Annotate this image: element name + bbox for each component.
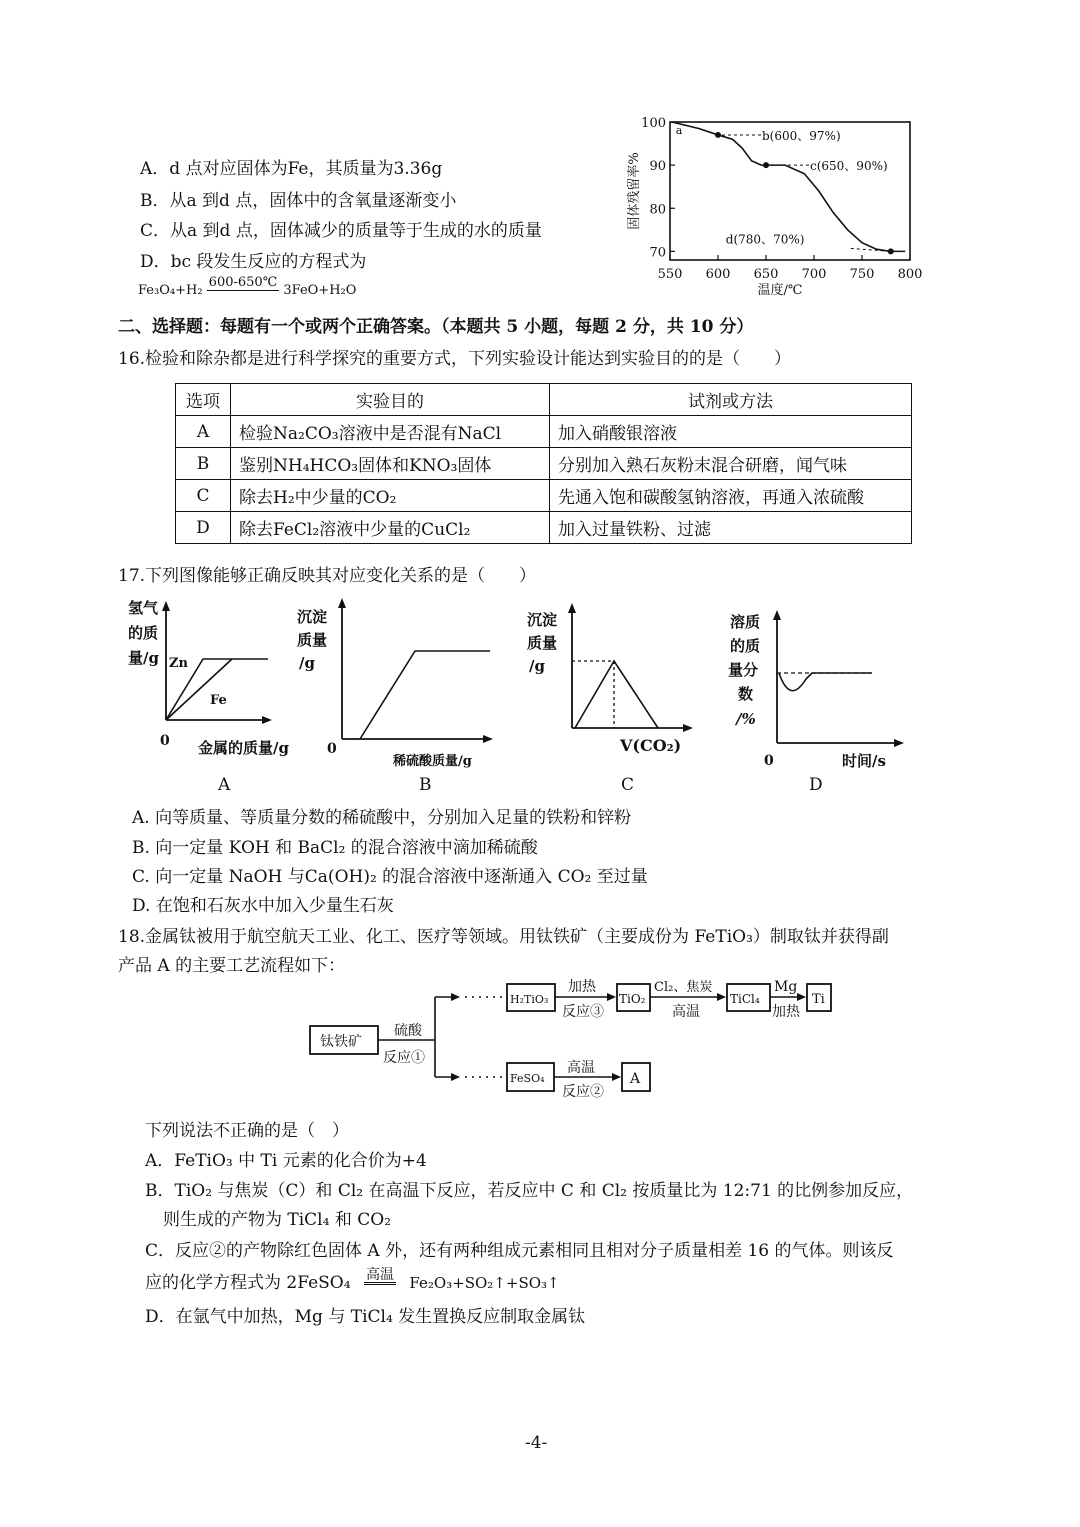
- graph-c-caption: C: [621, 775, 635, 795]
- point-label: d(780、70%): [725, 232, 805, 247]
- graph-b-xlabel: 稀硫酸质量/g: [393, 754, 472, 769]
- x-axis-label: 温度/℃: [757, 283, 803, 298]
- reaction1-label: 反应①: [383, 1050, 425, 1066]
- q15-option-a: A．d 点对应固体为Fe，其质量为3.36g: [140, 159, 443, 179]
- graph-d-ylabel-5: /%: [736, 710, 756, 728]
- mg-label: Mg: [774, 979, 798, 995]
- process-flow-diagram: [300, 975, 860, 1105]
- graph-d-ylabel-2: 的质: [730, 637, 761, 655]
- ore-label: 钛铁矿: [320, 1034, 362, 1050]
- q17-stem: 17.下列图像能够正确反映其对应变化关系的是（ ）: [118, 566, 537, 586]
- q18-option-c-condition-arrow: [364, 1268, 396, 1299]
- q16-table: [175, 383, 912, 544]
- row-purpose: 除去FeCl₂溶液中少量的CuCl₂: [231, 512, 550, 544]
- y-tick-label: 90: [649, 159, 666, 175]
- equation-products: 3FeO+H₂O: [283, 283, 357, 298]
- graph-b-line: [360, 651, 490, 739]
- graph-c-ylabel-3: /g: [529, 657, 545, 675]
- graph-d-ylabel-3: 量分: [728, 661, 759, 679]
- q18-option-c-condition: 高温: [365, 1267, 394, 1283]
- graph-a-y-arrow: [162, 601, 170, 611]
- graph-c-ylabel-2: 质量: [527, 634, 558, 652]
- reaction3-label: 反应③: [562, 1004, 604, 1020]
- x-tick-label: 650: [753, 267, 779, 282]
- table-row: [176, 512, 912, 544]
- header-purpose: 实验目的: [231, 384, 550, 416]
- y-tick-label: 80: [649, 202, 666, 218]
- q18-option-c-line-1: C．反应②的产物除红色固体 A 外，还有两种组成元素相同且相对分子质量相差 16 的气体。则该反: [145, 1241, 894, 1261]
- branch-bottom-arrow: [451, 1073, 460, 1081]
- graph-a-fe-label: Fe: [210, 693, 227, 708]
- q17-option-b: B. 向一定量 KOH 和 BaCl₂ 的混合溶液中滴加稀硫酸: [132, 838, 538, 858]
- x-tick-label: 550: [657, 267, 683, 282]
- row-method: 加入硝酸银溶液: [550, 416, 912, 448]
- row-option: B: [176, 448, 231, 480]
- row-method: 先通入饱和碳酸氢钠溶液，再通入浓硫酸: [550, 480, 912, 512]
- graph-b-caption: B: [419, 775, 432, 795]
- heat-label-2: 加热: [772, 1004, 800, 1020]
- graph-d-xlabel: 时间/s: [842, 752, 886, 770]
- q18-option-a: A．FeTiO₃ 中 Ti 元素的化合价为+4: [145, 1151, 427, 1171]
- graph-c-x-arrow: [683, 724, 693, 732]
- q15-equation: [138, 276, 356, 305]
- q18-option-c-eq-left: 应的化学方程式为 2FeSO₄: [145, 1273, 351, 1293]
- q18-option-b-line-1: B．TiO₂ 与焦炭（C）和 Cl₂ 在高温下反应，若反应中 C 和 Cl₂ 按质量比为 12:71 的比例参加反应，: [145, 1181, 914, 1201]
- branch-top-arrow: [451, 993, 460, 1001]
- cl2-coke-label: Cl₂、焦炭: [654, 980, 713, 995]
- graph-b-origin: 0: [327, 741, 337, 757]
- q17-option-c: C. 向一定量 NaOH 与Ca(OH)₂ 的混合溶液中逐渐通入 CO₂ 至过量: [132, 867, 648, 887]
- product-a-label: A: [630, 1071, 641, 1087]
- table-row: [176, 448, 912, 480]
- heat-arrow-head: [607, 993, 616, 1001]
- y-tick-label: 100: [641, 116, 666, 131]
- graph-b-ylabel-2: 质量: [297, 631, 328, 649]
- q16-stem: 16.检验和除杂都是进行科学探究的重要方式，下列实验设计能达到实验目的的是（ ）: [118, 349, 792, 369]
- q18-option-c-eq-right: Fe₂O₃+SO₂↑+SO₃↑: [409, 1274, 560, 1292]
- high-temp-label-2: 高温: [567, 1060, 595, 1076]
- ti-label: Ti: [812, 992, 825, 1007]
- q17-option-a: A. 向等质量、等质量分数的稀硫酸中，分别加入足量的铁粉和锌粉: [132, 808, 632, 828]
- point-label: a: [675, 124, 683, 137]
- q18-option-d: D．在氩气中加热，Mg 与 TiCl₄ 发生置换反应制取金属钛: [145, 1307, 586, 1327]
- graph-a-zn-label: Zn: [169, 656, 188, 671]
- header-option: 选项: [176, 384, 231, 416]
- table-row: [176, 416, 912, 448]
- q18-option-b-line-2: 则生成的产物为 TiCl₄ 和 CO₂: [163, 1210, 392, 1230]
- graph-a-xlabel: 金属的质量/g: [198, 739, 289, 757]
- graph-c-line: [575, 661, 658, 728]
- graph-d-ylabel-4: 数: [738, 685, 754, 703]
- row-purpose: 检验Na₂CO₃溶液中是否混有NaCl: [231, 416, 550, 448]
- ticl4-label: TiCl₄: [730, 992, 760, 1006]
- y-axis-label: 固体残留率%: [627, 152, 642, 230]
- row-method: 加入过量铁粉、过滤: [550, 512, 912, 544]
- x-tick-label: 800: [897, 267, 923, 282]
- calcination-arrow-head: [612, 1073, 621, 1081]
- graph-a-ylabel-2: 的质: [128, 624, 159, 642]
- row-option: D: [176, 512, 231, 544]
- acid-label: 硫酸: [394, 1023, 422, 1039]
- row-option: C: [176, 480, 231, 512]
- mg-arrow-head: [797, 993, 806, 1001]
- graph-a-origin: 0: [160, 733, 170, 749]
- graph-b-y-arrow: [338, 598, 346, 608]
- table-row: [176, 480, 912, 512]
- graph-c: [525, 600, 705, 800]
- high-temp-label-1: 高温: [672, 1004, 700, 1020]
- graph-b-ylabel-1: 沉淀: [297, 608, 328, 626]
- reaction2-label: 反应②: [562, 1084, 604, 1100]
- graph-d-origin: 0: [764, 753, 774, 769]
- table-header-row: [176, 384, 912, 416]
- data-point: [763, 162, 769, 168]
- equation-condition: 600-650℃: [208, 275, 278, 290]
- x-tick-label: 600: [705, 267, 731, 282]
- row-option: A: [176, 416, 231, 448]
- graph-c-y-arrow: [568, 603, 576, 613]
- graph-a: [120, 595, 320, 800]
- equation-reactants: Fe₃O₄+H₂: [138, 283, 203, 298]
- graph-d-y-arrow: [773, 610, 781, 620]
- residual-rate-chart: [620, 110, 940, 310]
- q18-ask: 下列说法不正确的是（ ）: [145, 1121, 349, 1141]
- chlorination-arrow-head: [717, 993, 726, 1001]
- header-method: 试剂或方法: [550, 384, 912, 416]
- graph-d-caption: D: [809, 775, 823, 795]
- graph-d: [720, 595, 910, 800]
- graph-a-ylabel-1: 氢气: [128, 599, 159, 617]
- y-tick-label: 70: [649, 245, 666, 261]
- page-number: -4-: [525, 1433, 548, 1453]
- feso4-label: FeSO₄: [510, 1072, 545, 1085]
- point-label: b(600、97%): [762, 128, 841, 143]
- data-point: [715, 132, 721, 138]
- row-purpose: 除去H₂中少量的CO₂: [231, 480, 550, 512]
- section-heading: 二、选择题：每题有一个或两个正确答案。（本题共 5 小题，每题 2 分，共 10 分）: [118, 317, 754, 337]
- graph-d-curve: [779, 673, 872, 691]
- x-tick-label: 750: [849, 267, 875, 282]
- h2tio3-label: H₂TiO₃: [510, 993, 549, 1006]
- q18-stem-line-2: 产品 A 的主要工艺流程如下：: [118, 956, 346, 976]
- q18-option-c-line-2: [145, 1268, 560, 1299]
- q18-stem-line-1: 18.金属钛被用于航空航天工业、化工、医疗等领域。用钛铁矿（主要成份为 FeTiO₃）制取钛并获得副: [118, 927, 889, 947]
- q17-option-d: D. 在饱和石灰水中加入少量生石灰: [132, 896, 394, 916]
- graph-a-caption: A: [218, 775, 231, 795]
- q15-option-b: B．从a 到d 点，固体中的含氧量逐渐变小: [140, 191, 457, 211]
- graph-d-x-arrow: [894, 739, 904, 747]
- equation-condition-arrow: [207, 276, 280, 305]
- chart-plot-area: [626, 116, 922, 298]
- graph-b-ylabel-3: /g: [299, 654, 315, 672]
- graph-c-xlabel: V(CO₂): [620, 736, 682, 755]
- graph-c-ylabel-1: 沉淀: [527, 611, 558, 629]
- point-label: c(650、90%): [810, 159, 888, 174]
- graph-b-x-arrow: [483, 735, 493, 743]
- q15-option-c: C．从a 到d 点，固体减少的质量等于生成的水的质量: [140, 221, 542, 241]
- heat-label: 加热: [568, 979, 596, 995]
- tio2-label: TiO₂: [619, 992, 646, 1006]
- graph-a-ylabel-3: 量/g: [128, 649, 159, 667]
- q15-option-d: D．bc 段发生反应的方程式为: [140, 252, 367, 272]
- row-method: 分别加入熟石灰粉末混合研磨，闻气味: [550, 448, 912, 480]
- row-purpose: 鉴别NH₄HCO₃固体和KNO₃固体: [231, 448, 550, 480]
- graph-a-x-arrow: [262, 716, 272, 724]
- x-tick-label: 700: [801, 267, 827, 282]
- graph-b: [295, 595, 505, 800]
- graph-d-ylabel-1: 溶质: [730, 613, 761, 631]
